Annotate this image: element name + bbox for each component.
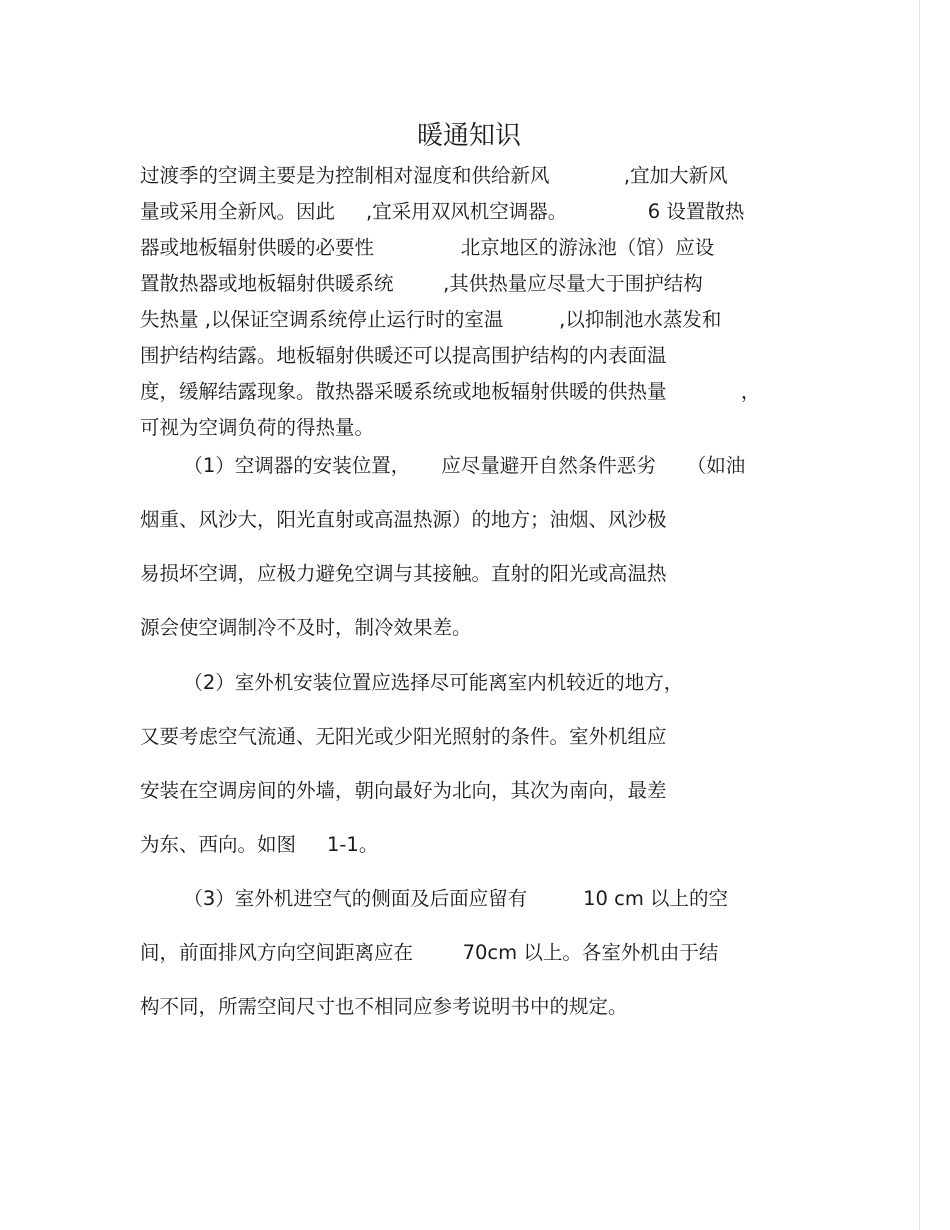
intro-line-1: 过渡季的空调主要是为控制相对湿度和供给新风 ,宜加大新风	[140, 164, 728, 187]
section1-line-4: 源会使空调制冷不及时，制冷效果差。	[140, 616, 472, 639]
section3-line-2: 间，前面排风方向空间距离应在 70cm 以上。各室外机由于结	[140, 941, 719, 964]
section1-line-3: 易损坏空调，应极力避免空调与其接触。直射的阳光或高温热	[140, 562, 667, 585]
section2-line-2: 又要考虑空气流通、无阳光或少阳光照射的条件。室外机组应	[140, 725, 667, 748]
intro-line-8: 可视为空调负荷的得热量。	[140, 416, 375, 439]
document-title: 暖通知识	[416, 121, 521, 151]
section2-line-3: 安装在空调房间的外墙，朝向最好为北向，其次为南向，最差	[140, 779, 667, 802]
intro-line-5: 失热量 ,以保证空调系统停止运行时的室温 ,以抑制池水蒸发和	[140, 308, 722, 331]
section3-line-1: （3）室外机进空气的侧面及后面应留有 10 cm 以上的空	[140, 887, 729, 910]
intro-line-2: 量或采用全新风。因此 ,宜采用双风机空调器。 6 设置散热	[140, 200, 745, 223]
section2-line-1: （2）室外机安装位置应选择尽可能离室内机较近的地方，	[140, 671, 684, 694]
intro-line-7: 度，缓解结露现象。散热器采暖系统或地板辐射供暖的供热量 ，	[140, 380, 761, 403]
intro-line-3: 器或地板辐射供暖的必要性 北京地区的游泳池（馆）应设	[140, 236, 715, 259]
section2-line-4: 为东、西向。如图 1-1。	[140, 833, 379, 856]
section3-line-3: 构不同，所需空间尺寸也不相同应参考说明书中的规定。	[140, 995, 628, 1018]
intro-line-6: 围护结构结露。地板辐射供暖还可以提高围护结构的内表面温	[140, 344, 667, 367]
page-edge-divider	[919, 0, 920, 1230]
section1-line-1: （1）空调器的安装位置， 应尽量避开自然条件恶劣 （如油	[140, 454, 746, 477]
section1-line-2: 烟重、风沙大，阳光直射或高温热源）的地方；油烟、风沙极	[140, 508, 667, 531]
intro-line-4: 置散热器或地板辐射供暖系统 ,其供热量应尽量大于围护结构	[140, 272, 703, 295]
